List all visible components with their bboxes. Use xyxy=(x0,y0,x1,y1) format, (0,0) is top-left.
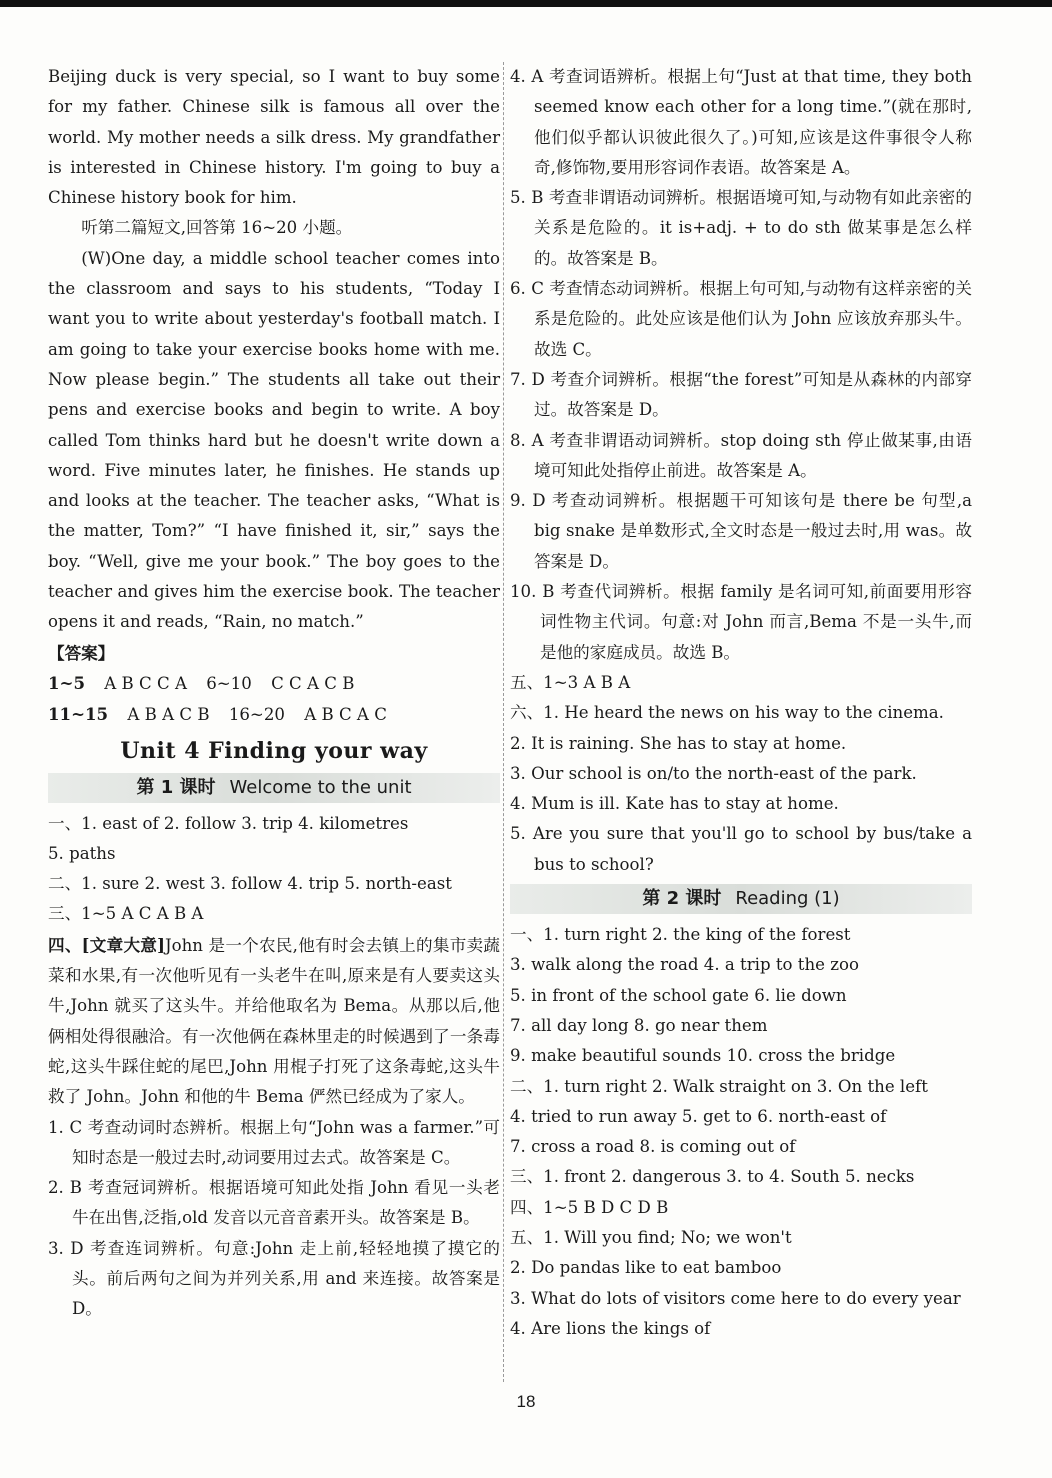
answer-range: 6~10 xyxy=(206,673,252,693)
summary-label: 四、[文章大意] xyxy=(48,934,165,955)
section-1-line-1: 一、1. east of 2. follow 3. trip 4. kilometres xyxy=(48,813,409,833)
reading-section-1-line: 3. walk along the road 4. a trip to the zoo xyxy=(510,955,859,975)
reading-section-1-line: 一、1. turn right 2. the king of the forest xyxy=(510,925,851,945)
question-10-explanation: 10. B 考查代词辨析。根据 family 是名词可知,前面要用形容词性物主代词。句意:对 John 而言,Bema 不是一头牛,而是他的家庭成员。故选 B。 xyxy=(510,582,972,662)
reading-section-2-line: 二、1. turn right 2. Walk straight on 3. On the left xyxy=(510,1076,928,1096)
reading-section-1-line: 5. in front of the school gate 6. lie down xyxy=(510,985,847,1005)
question-8-explanation: 8. A 考查非谓语动词辨析。stop doing sth 停止做某事,由语境可知此处指停止前进。故答案是 A。 xyxy=(510,430,972,480)
section-6-item-5: 5. Are you sure that you'll go to school by bus/take a bus to school? xyxy=(510,824,972,874)
lesson-number: 第 2 课时 xyxy=(642,888,722,910)
page-number: 18 xyxy=(516,1392,536,1411)
answer-row-2 xyxy=(48,699,500,730)
lesson-title: Welcome to the unit xyxy=(229,776,412,798)
listening-2-instruction: 听第二篇短文,回答第 16~20 小题。 xyxy=(81,218,353,238)
section-6-item-4: 4. Mum is ill. Kate has to stay at home. xyxy=(510,794,839,814)
question-6-explanation: 6. C 考查情态动词辨析。根据上句可知,与动物有这样亲密的关系是危险的。此处应该是他们认为 John 应该放弃那头牛。故选 C。 xyxy=(510,279,972,359)
answer-letters: A B C C A xyxy=(104,673,187,693)
answer-letters: A B A C B xyxy=(127,705,210,725)
question-5-explanation: 5. B 考查非谓语动词辨析。根据语境可知,与动物有如此亲密的关系是危险的。it is+adj. + to do sth 做某事是怎么样的。故答案是 B。 xyxy=(510,188,972,268)
section-4-summary xyxy=(48,930,500,1113)
section-5: 五、1~3 A B A xyxy=(510,672,631,692)
section-1-line-2: 5. paths xyxy=(48,843,116,863)
reading-section-4: 四、1~5 B D C D B xyxy=(510,1197,669,1217)
reading-section-2-line: 7. cross a road 8. is coming out of xyxy=(510,1137,796,1157)
lesson-number: 第 1 课时 xyxy=(136,776,216,798)
answer-range: 1~5 xyxy=(48,672,85,693)
reading-section-5-line: 3. What do lots of visitors come here to do every year xyxy=(510,1288,961,1308)
reading-section-1-line: 7. all day long 8. go near them xyxy=(510,1015,768,1035)
reading-section-5-line: 五、1. Will you find; No; we won't xyxy=(510,1227,792,1247)
reading-section-3: 三、1. front 2. dangerous 3. to 4. South 5. necks xyxy=(510,1167,915,1187)
answer-row-1 xyxy=(48,668,500,699)
section-2: 二、1. sure 2. west 3. follow 4. trip 5. north-east xyxy=(48,874,452,894)
answer-range: 11~15 xyxy=(48,704,109,725)
column-divider xyxy=(503,62,504,1382)
lesson-title: Reading (1) xyxy=(735,888,840,910)
question-7-explanation: 7. D 考查介词辨析。根据“the forest”可知是从森林的内部穿过。故答案是 D。 xyxy=(510,369,972,420)
listening-text-2: (W)One day, a middle school teacher comes into the classroom and says to his students, “Today I want you to write about yesterday's football match. I am going to take your exercise books home with me. Now please begin.” The students all take out their pens and exercise books and begin to write. A boy called Tom thinks hard but he doesn't write down a word. Five minutes later, he finishes. He stands up and looks at the teacher. The teacher asks, “What is the matter, Tom?” “I have finished it, sir,” says the boy. “Well, give me your book.” The boy goes to the teacher and gives him the exercise book. The teacher opens it and reads, “Rain, no match.” xyxy=(48,248,500,632)
section-3: 三、1~5 A C A B A xyxy=(48,904,204,924)
question-9-explanation: 9. D 考查动词辨析。根据题干可知该句是 there be 句型,a big snake 是单数形式,全文时态是一般过去时,用 was。故答案是 D。 xyxy=(510,491,972,571)
summary-text: John 是一个农民,他有时会去镇上的集市卖蔬菜和水果,有一次他听见有一头老牛在叫,原来是有人要卖这头牛,John 就买了这头牛。并给他取名为 Bema。从那以后,他俩相处得很融洽。有一次他俩在森林里走的时候遇到了一条毒蛇,这头牛踩住蛇的尾巴,John 用棍子打死了这条毒蛇,这头牛救了 John。John 和他的牛 Bema 俨然已经成为了家人。 xyxy=(48,935,500,1107)
answer-range: 16~20 xyxy=(228,705,285,725)
right-column xyxy=(510,62,972,1344)
question-2-explanation: 2. B 考查冠词辨析。根据语境可知此处指 John 看见一头老牛在出售,泛指,old 发音以元音音素开头。故答案是 B。 xyxy=(48,1178,500,1228)
section-6-item-1: 六、1. He heard the news on his way to the cinema. xyxy=(510,703,944,723)
answer-letters: C C A C B xyxy=(271,673,355,693)
lesson-2-header xyxy=(510,884,972,914)
reading-section-1-line: 9. make beautiful sounds 10. cross the bridge xyxy=(510,1046,896,1066)
question-1-explanation: 1. C 考查动词时态辨析。根据上句“John was a farmer.”可知时态是一般过去时,动词要用过去式。故答案是 C。 xyxy=(48,1117,500,1167)
answer-label: 【答案】 xyxy=(48,642,115,663)
section-6-item-3: 3. Our school is on/to the north-east of the park. xyxy=(510,763,917,783)
unit-title: Unit 4 Finding your way xyxy=(120,737,428,764)
section-6-item-2: 2. It is raining. She has to stay at home. xyxy=(510,733,847,753)
reading-section-5-line: 4. Are lions the kings of xyxy=(510,1318,711,1338)
question-4-explanation: 4. A 考查词语辨析。根据上句“Just at that time, they both seemed know each other for a long time.”(就在那时,他们似乎都认识彼此很久了。)可知,应该是这件事很令人称奇,修饰物,要用形容词作表语。故答案是 A。 xyxy=(510,67,972,177)
listening-text-1-end: Beijing duck is very special, so I want to buy some for my father. Chinese silk is famous all over the world. My mother needs a silk dress. My grandfather is interested in Chinese history. I'm going to buy a Chinese history book for him. xyxy=(48,67,500,208)
answer-letters: A B C A C xyxy=(304,705,387,725)
lesson-1-header xyxy=(48,773,500,803)
top-border xyxy=(0,0,1052,7)
question-3-explanation: 3. D 考查连词辨析。句意:John 走上前,轻轻地摸了摸它的头。前后两句之间为并列关系,用 and 来连接。故答案是 D。 xyxy=(48,1238,500,1319)
left-column xyxy=(48,62,500,1325)
reading-section-5-line: 2. Do pandas like to eat bamboo xyxy=(510,1258,782,1278)
reading-section-2-line: 4. tried to run away 5. get to 6. north-east of xyxy=(510,1106,887,1126)
